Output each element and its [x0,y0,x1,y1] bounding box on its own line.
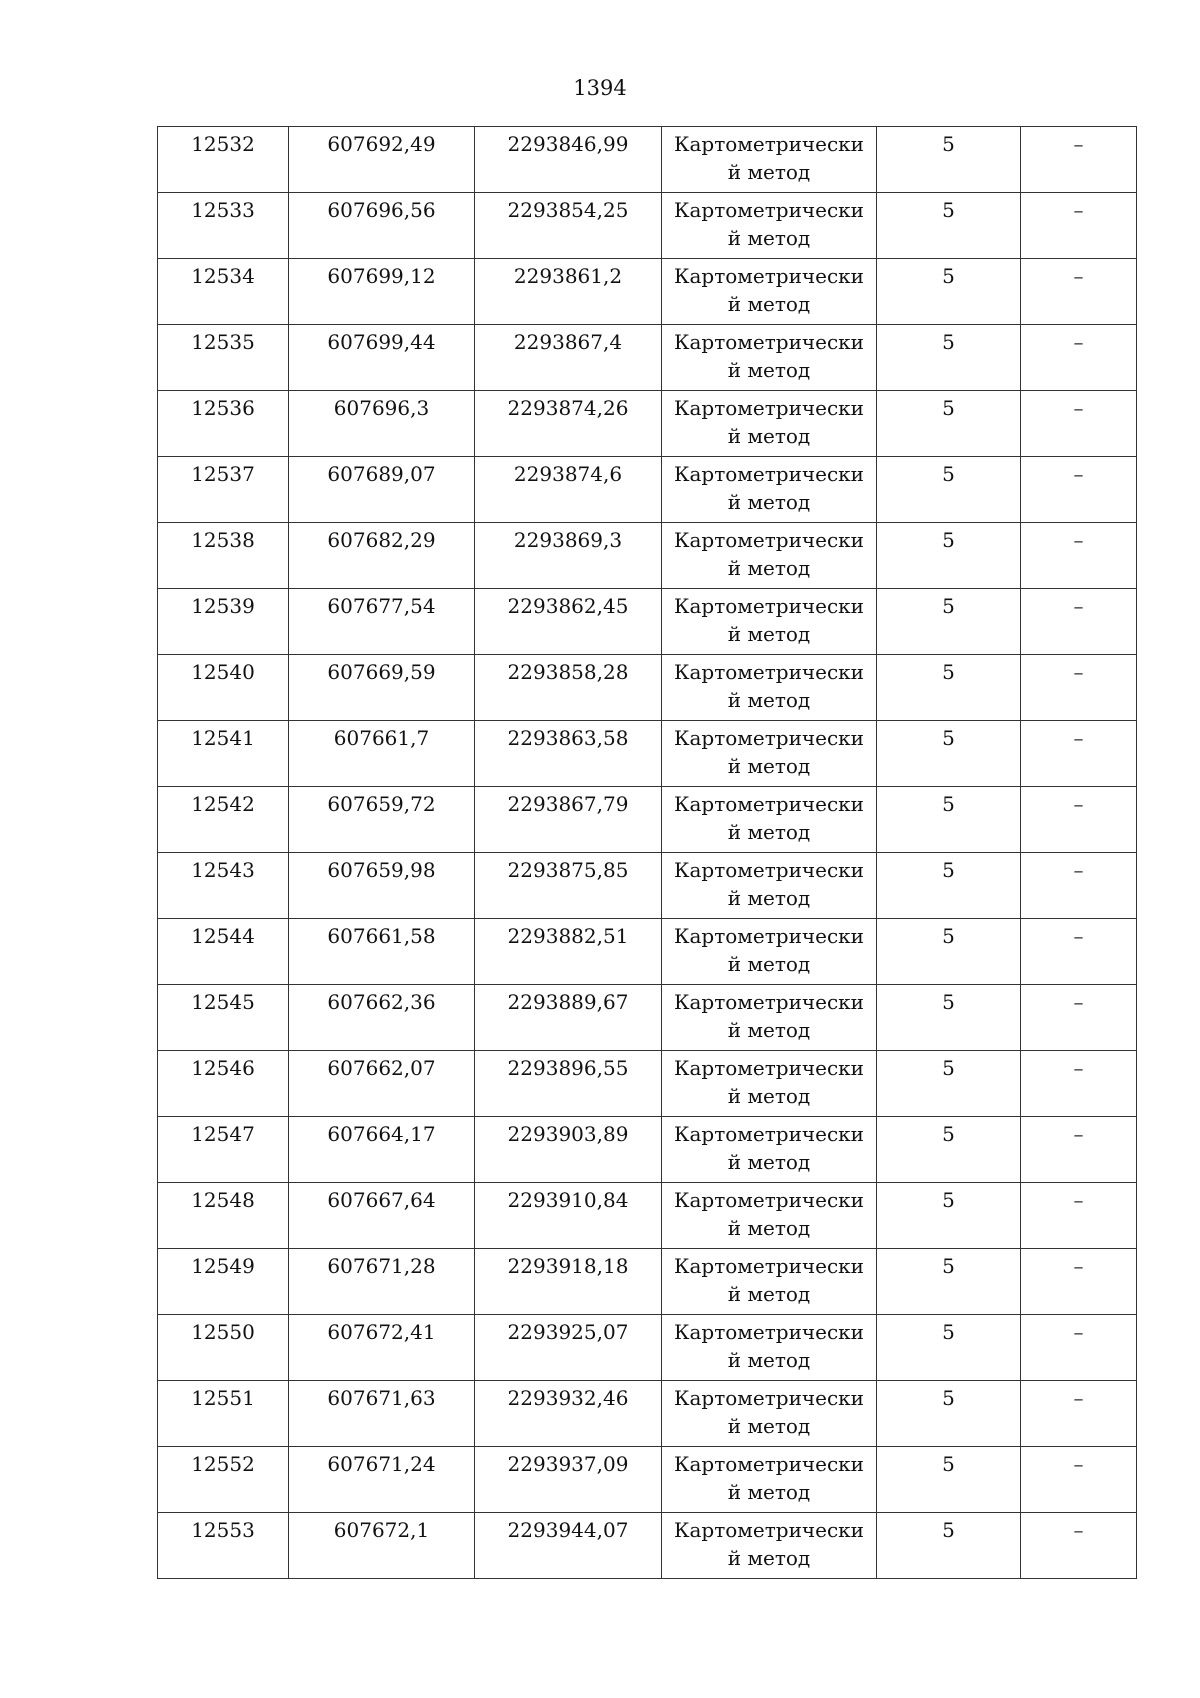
x-coordinate-cell: 607664,17 [289,1117,475,1183]
method-cell: Картометрически й метод [662,457,877,523]
precision-cell: 5 [877,523,1021,589]
y-coordinate-cell: 2293867,4 [475,325,662,391]
precision-cell: 5 [877,1249,1021,1315]
note-cell: – [1021,853,1137,919]
table-row [158,655,1137,721]
y-coordinate-cell: 2293910,84 [475,1183,662,1249]
method-cell: Картометрически й метод [662,1117,877,1183]
method-cell: Картометрически й метод [662,853,877,919]
precision-cell: 5 [877,1183,1021,1249]
table-row [158,721,1137,787]
note-cell: – [1021,919,1137,985]
x-coordinate-cell: 607661,7 [289,721,475,787]
note-cell: – [1021,457,1137,523]
precision-cell: 5 [877,1051,1021,1117]
x-coordinate-cell: 607659,72 [289,787,475,853]
x-coordinate-cell: 607669,59 [289,655,475,721]
note-cell: – [1021,787,1137,853]
method-cell: Картометрически й метод [662,1315,877,1381]
point-number-cell: 12535 [158,325,289,391]
x-coordinate-cell: 607672,41 [289,1315,475,1381]
y-coordinate-cell: 2293854,25 [475,193,662,259]
point-number-cell: 12552 [158,1447,289,1513]
note-cell: – [1021,655,1137,721]
y-coordinate-cell: 2293846,99 [475,127,662,193]
note-cell: – [1021,391,1137,457]
precision-cell: 5 [877,985,1021,1051]
table-row [158,1117,1137,1183]
point-number-cell: 12551 [158,1381,289,1447]
precision-cell: 5 [877,721,1021,787]
note-cell: – [1021,259,1137,325]
precision-cell: 5 [877,655,1021,721]
y-coordinate-cell: 2293903,89 [475,1117,662,1183]
table-row [158,1183,1137,1249]
table-row [158,1249,1137,1315]
precision-cell: 5 [877,193,1021,259]
x-coordinate-cell: 607699,44 [289,325,475,391]
precision-cell: 5 [877,259,1021,325]
point-number-cell: 12534 [158,259,289,325]
precision-cell: 5 [877,1447,1021,1513]
table-row [158,391,1137,457]
y-coordinate-cell: 2293862,45 [475,589,662,655]
note-cell: – [1021,985,1137,1051]
precision-cell: 5 [877,787,1021,853]
precision-cell: 5 [877,919,1021,985]
y-coordinate-cell: 2293918,18 [475,1249,662,1315]
x-coordinate-cell: 607671,28 [289,1249,475,1315]
table-row [158,1315,1137,1381]
y-coordinate-cell: 2293863,58 [475,721,662,787]
point-number-cell: 12546 [158,1051,289,1117]
x-coordinate-cell: 607662,07 [289,1051,475,1117]
table-row [158,589,1137,655]
table-row [158,787,1137,853]
point-number-cell: 12547 [158,1117,289,1183]
y-coordinate-cell: 2293925,07 [475,1315,662,1381]
y-coordinate-cell: 2293867,79 [475,787,662,853]
point-number-cell: 12536 [158,391,289,457]
x-coordinate-cell: 607662,36 [289,985,475,1051]
y-coordinate-cell: 2293937,09 [475,1447,662,1513]
point-number-cell: 12548 [158,1183,289,1249]
method-cell: Картометрически й метод [662,1447,877,1513]
y-coordinate-cell: 2293869,3 [475,523,662,589]
note-cell: – [1021,127,1137,193]
x-coordinate-cell: 607672,1 [289,1513,475,1579]
y-coordinate-cell: 2293882,51 [475,919,662,985]
precision-cell: 5 [877,1315,1021,1381]
note-cell: – [1021,1051,1137,1117]
note-cell: – [1021,721,1137,787]
table-row [158,1381,1137,1447]
method-cell: Картометрически й метод [662,721,877,787]
note-cell: – [1021,589,1137,655]
y-coordinate-cell: 2293944,07 [475,1513,662,1579]
method-cell: Картометрически й метод [662,655,877,721]
table-row [158,1447,1137,1513]
table-row [158,457,1137,523]
table-row [158,985,1137,1051]
method-cell: Картометрически й метод [662,1249,877,1315]
method-cell: Картометрически й метод [662,1183,877,1249]
precision-cell: 5 [877,589,1021,655]
note-cell: – [1021,1183,1137,1249]
note-cell: – [1021,1315,1137,1381]
precision-cell: 5 [877,1381,1021,1447]
method-cell: Картометрически й метод [662,787,877,853]
method-cell: Картометрически й метод [662,919,877,985]
precision-cell: 5 [877,127,1021,193]
method-cell: Картометрически й метод [662,325,877,391]
y-coordinate-cell: 2293889,67 [475,985,662,1051]
note-cell: – [1021,193,1137,259]
coordinates-table-body [158,127,1137,1579]
method-cell: Картометрически й метод [662,1513,877,1579]
note-cell: – [1021,1513,1137,1579]
x-coordinate-cell: 607689,07 [289,457,475,523]
point-number-cell: 12543 [158,853,289,919]
x-coordinate-cell: 607667,64 [289,1183,475,1249]
y-coordinate-cell: 2293858,28 [475,655,662,721]
point-number-cell: 12541 [158,721,289,787]
precision-cell: 5 [877,457,1021,523]
method-cell: Картометрически й метод [662,127,877,193]
method-cell: Картометрически й метод [662,1051,877,1117]
method-cell: Картометрически й метод [662,259,877,325]
note-cell: – [1021,1249,1137,1315]
x-coordinate-cell: 607692,49 [289,127,475,193]
x-coordinate-cell: 607661,58 [289,919,475,985]
method-cell: Картометрически й метод [662,193,877,259]
point-number-cell: 12549 [158,1249,289,1315]
table-row [158,259,1137,325]
y-coordinate-cell: 2293932,46 [475,1381,662,1447]
point-number-cell: 12550 [158,1315,289,1381]
x-coordinate-cell: 607682,29 [289,523,475,589]
table-row [158,193,1137,259]
method-cell: Картометрически й метод [662,589,877,655]
x-coordinate-cell: 607696,3 [289,391,475,457]
point-number-cell: 12538 [158,523,289,589]
note-cell: – [1021,523,1137,589]
y-coordinate-cell: 2293896,55 [475,1051,662,1117]
precision-cell: 5 [877,853,1021,919]
x-coordinate-cell: 607677,54 [289,589,475,655]
point-number-cell: 12533 [158,193,289,259]
method-cell: Картометрически й метод [662,985,877,1051]
table-row [158,853,1137,919]
precision-cell: 5 [877,1117,1021,1183]
point-number-cell: 12545 [158,985,289,1051]
note-cell: – [1021,325,1137,391]
table-row [158,919,1137,985]
note-cell: – [1021,1117,1137,1183]
y-coordinate-cell: 2293875,85 [475,853,662,919]
coordinates-table [157,126,1137,1579]
method-cell: Картометрически й метод [662,391,877,457]
table-row [158,523,1137,589]
point-number-cell: 12537 [158,457,289,523]
table-row [158,127,1137,193]
point-number-cell: 12532 [158,127,289,193]
x-coordinate-cell: 607659,98 [289,853,475,919]
y-coordinate-cell: 2293861,2 [475,259,662,325]
point-number-cell: 12542 [158,787,289,853]
y-coordinate-cell: 2293874,6 [475,457,662,523]
method-cell: Картометрически й метод [662,1381,877,1447]
note-cell: – [1021,1447,1137,1513]
precision-cell: 5 [877,325,1021,391]
x-coordinate-cell: 607671,24 [289,1447,475,1513]
point-number-cell: 12540 [158,655,289,721]
page-number: 1394 [573,76,627,100]
point-number-cell: 12544 [158,919,289,985]
point-number-cell: 12539 [158,589,289,655]
x-coordinate-cell: 607671,63 [289,1381,475,1447]
y-coordinate-cell: 2293874,26 [475,391,662,457]
note-cell: – [1021,1381,1137,1447]
precision-cell: 5 [877,391,1021,457]
method-cell: Картометрически й метод [662,523,877,589]
precision-cell: 5 [877,1513,1021,1579]
table-row [158,1051,1137,1117]
table-row [158,325,1137,391]
x-coordinate-cell: 607696,56 [289,193,475,259]
table-row [158,1513,1137,1579]
point-number-cell: 12553 [158,1513,289,1579]
x-coordinate-cell: 607699,12 [289,259,475,325]
